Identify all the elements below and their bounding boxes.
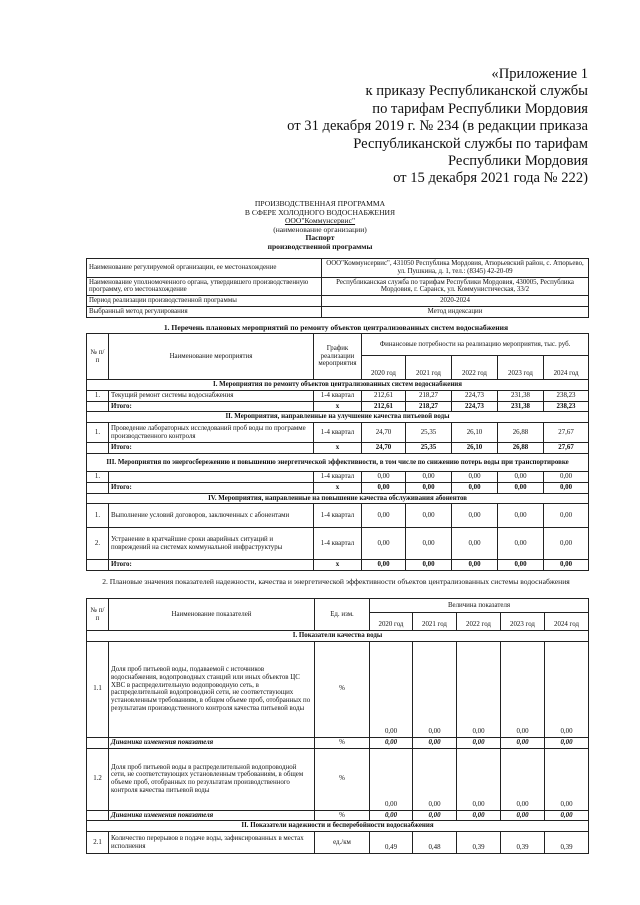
- schedule-cell: 1-4 квартал: [314, 471, 362, 482]
- value-cell: 27,67: [544, 423, 589, 443]
- header-line: Республики Мордовия: [447, 153, 588, 170]
- value-cell: 0,00: [452, 504, 498, 528]
- passport-subtitle: производственной программы: [267, 241, 373, 251]
- total-label: Итого:: [109, 482, 314, 493]
- value-cell: 0,00: [406, 504, 452, 528]
- schedule-cell: 1-4 квартал: [314, 390, 362, 401]
- group-title: I. Мероприятия по ремонту объектов централизованных систем водоснабжения: [87, 380, 589, 391]
- value-cell: 25,35: [406, 423, 452, 443]
- header-line: по тарифам Республики Мордовия: [372, 100, 588, 117]
- value-cell: 0,00: [452, 528, 498, 560]
- measure-name: Выполнение условий договоров, заключенных с абонентами: [109, 504, 314, 528]
- value-cell: 0,00: [545, 641, 589, 737]
- total-value: 0,00: [544, 560, 589, 571]
- header-line: к приказу Республиканской службы: [365, 83, 588, 100]
- value-cell: 0,00: [452, 471, 498, 482]
- row-num: 1.2: [87, 748, 109, 810]
- total-schedule: х: [314, 401, 362, 412]
- group-title: IV. Мероприятия, направленные на повышение качества обслуживания абонентов: [87, 493, 589, 504]
- dynamics-value: 0,00: [545, 810, 589, 821]
- dynamics-value: 0,00: [370, 810, 413, 821]
- row-num: 2.: [87, 528, 109, 560]
- total-value: 0,00: [498, 560, 544, 571]
- value-cell: 0,00: [406, 471, 452, 482]
- value-cell: 0,00: [498, 528, 544, 560]
- total-value: 218,27: [406, 401, 452, 412]
- indicators-table: [86, 598, 589, 854]
- col-finance-header: Финансовые потребности на реализацию мероприятия, тыс. руб.: [362, 334, 589, 356]
- value-cell: 0,00: [362, 471, 406, 482]
- dynamics-unit: %: [315, 810, 370, 821]
- header-line: от 31 декабря 2019 г. № 234 (в редакции приказа: [287, 118, 588, 135]
- col-value-header: Величина показателя: [370, 599, 589, 613]
- value-cell: 231,38: [498, 390, 544, 401]
- total-value: 231,38: [498, 401, 544, 412]
- total-label: Итого:: [109, 560, 314, 571]
- passport-value: ООО"Коммунсервис", 431050 Республика Мордовия, Атюрьевский район, с. Атюрьево, ул. Пушкина, д. 1, тел.: (8345) 42-20-09: [322, 259, 589, 278]
- dynamics-value: 0,00: [501, 737, 545, 748]
- col-name-header: Наименование показателей: [109, 599, 315, 631]
- value-cell: 238,23: [544, 390, 589, 401]
- value-cell: 0,00: [498, 504, 544, 528]
- total-value: 0,00: [406, 482, 452, 493]
- value-cell: 0,48: [413, 832, 457, 854]
- row-num: 1.1: [87, 641, 109, 737]
- row-num: 1.: [87, 423, 109, 443]
- value-cell: 212,61: [362, 390, 406, 401]
- passport-label: Наименование регулируемой организации, ее местонахождение: [87, 259, 322, 278]
- value-cell: 0,00: [545, 748, 589, 810]
- total-value: 0,00: [362, 560, 406, 571]
- passport-value: 2020-2024: [322, 296, 589, 307]
- year-header: 2021 год: [413, 613, 457, 631]
- total-label: Итого:: [109, 443, 314, 454]
- passport-value: Республиканская служба по тарифам Республики Мордовия, 430005, Республика Мордовия, г. Саранск, ул. Коммунистическая, 33/2: [322, 277, 589, 296]
- passport-table: [86, 258, 589, 318]
- measure-name: [109, 471, 314, 482]
- year-header: 2023 год: [498, 356, 544, 380]
- total-value: 0,00: [362, 482, 406, 493]
- value-cell: 0,00: [413, 641, 457, 737]
- total-value: 0,00: [498, 482, 544, 493]
- section2-title: 2. Плановые значения показателей надежности, качества и энергетической эффективности объектов централизованных системы водоснабжения: [102, 577, 570, 586]
- dynamics-value: 0,00: [413, 737, 457, 748]
- value-cell: 26,10: [452, 423, 498, 443]
- dynamics-value: 0,00: [370, 737, 413, 748]
- dynamics-label: Динамика изменения показателя: [109, 810, 315, 821]
- unit-cell: ед./км: [315, 832, 370, 854]
- value-cell: 0,00: [501, 641, 545, 737]
- measure-name: Текущий ремонт системы водоснабжения: [109, 390, 314, 401]
- title-line: В СФЕРЕ ХОЛОДНОГО ВОДОСНАБЖЕНИЯ: [244, 207, 396, 217]
- appendix-header: [258, 66, 588, 188]
- total-value: 0,00: [406, 560, 452, 571]
- year-header: 2022 год: [457, 613, 501, 631]
- value-cell: 224,73: [452, 390, 498, 401]
- total-schedule: х: [314, 443, 362, 454]
- group-title: II. Мероприятия, направленные на улучшение качества питьевой воды: [87, 412, 589, 423]
- col-num-header: № п/п: [87, 334, 109, 380]
- total-value: 224,73: [452, 401, 498, 412]
- col-name-header: Наименование мероприятия: [109, 334, 314, 380]
- year-header: 2020 год: [370, 613, 413, 631]
- row-num: 2.1: [87, 832, 109, 854]
- repair-measures-table: [86, 333, 589, 571]
- value-cell: 0,39: [501, 832, 545, 854]
- group-title: III. Мероприятия по энергосбережению и повышению энергетической эффективности, в том числе по снижению потерь воды при транспортировке: [87, 453, 589, 471]
- passport-value: Метод индексации: [322, 306, 589, 317]
- total-value: 27,67: [544, 443, 589, 454]
- passport-title: Паспорт: [305, 233, 335, 243]
- col-num-header: № п/п: [87, 599, 109, 631]
- value-cell: 0,00: [544, 504, 589, 528]
- total-value: 26,10: [452, 443, 498, 454]
- organization-caption: (наименование организации): [273, 224, 367, 234]
- row-num: 1.: [87, 390, 109, 401]
- total-schedule: х: [314, 482, 362, 493]
- dynamics-unit: %: [315, 737, 370, 748]
- value-cell: 24,70: [362, 423, 406, 443]
- indicator-name: Количество перерывов в подаче воды, зафиксированных в местах исполнения: [109, 832, 315, 854]
- year-header: 2024 год: [544, 356, 589, 380]
- schedule-cell: 1-4 квартал: [314, 528, 362, 560]
- total-value: 0,00: [452, 560, 498, 571]
- total-value: 24,70: [362, 443, 406, 454]
- value-cell: 26,88: [498, 423, 544, 443]
- year-header: 2021 год: [406, 356, 452, 380]
- total-value: 0,00: [452, 482, 498, 493]
- col-schedule-header: График реализации мероприятия: [314, 334, 362, 380]
- dynamics-value: 0,00: [501, 810, 545, 821]
- value-cell: 0,00: [457, 641, 501, 737]
- value-cell: 0,00: [457, 748, 501, 810]
- measure-name: Устранение в кратчайшие сроки аварийных ситуаций и повреждений на системах коммунальной инфраструктуры: [109, 528, 314, 560]
- value-cell: 0,00: [362, 528, 406, 560]
- row-num: 1.: [87, 471, 109, 482]
- group-title: II. Показатели надежности и бесперебойности водоснабжения: [87, 821, 589, 832]
- unit-cell: %: [315, 641, 370, 737]
- organization-name: ООО"Коммунсервис": [284, 216, 356, 226]
- dynamics-label: Динамика изменения показателя: [109, 737, 315, 748]
- value-cell: 0,00: [501, 748, 545, 810]
- section1-title: 1. Перечень плановых мероприятий по ремонту объектов централизованных систем водоснабжения: [163, 323, 509, 332]
- value-cell: 0,00: [406, 528, 452, 560]
- dynamics-value: 0,00: [457, 810, 501, 821]
- value-cell: 0,00: [370, 748, 413, 810]
- unit-cell: %: [315, 748, 370, 810]
- year-header: 2022 год: [452, 356, 498, 380]
- passport-label: Наименование уполномоченного органа, утвердившего производственную программу, его местонахождение: [87, 277, 322, 296]
- group-title: I. Показатели качества воды: [87, 631, 589, 642]
- year-header: 2023 год: [501, 613, 545, 631]
- value-cell: 0,00: [370, 641, 413, 737]
- value-cell: 0,00: [544, 471, 589, 482]
- header-line: от 15 декабря 2021 года № 222): [393, 170, 588, 187]
- value-cell: 0,00: [413, 748, 457, 810]
- total-value: 238,23: [544, 401, 589, 412]
- year-header: 2020 год: [362, 356, 406, 380]
- value-cell: 0,39: [457, 832, 501, 854]
- col-unit-header: Ед. изм.: [315, 599, 370, 631]
- total-schedule: х: [314, 560, 362, 571]
- value-cell: 0,00: [498, 471, 544, 482]
- value-cell: 0,00: [544, 528, 589, 560]
- header-line: Республиканской службы по тарифам: [353, 135, 588, 152]
- total-value: 26,88: [498, 443, 544, 454]
- measure-name: Проведение лабораторных исследований проб воды по программе производственного контроля: [109, 423, 314, 443]
- indicator-name: Доля проб питьевой воды, подаваемой с источников водоснабжения, водопроводных станций или иных объектов ЦС ХВС в распределительную водопроводную сеть, в распределительной водопроводной сети, не соответствующих установленным требованиям, в общем объеме проб, отобранных по результатам производственного контроля качества питьевой воды: [109, 641, 315, 737]
- dynamics-value: 0,00: [457, 737, 501, 748]
- schedule-cell: 1-4 квартал: [314, 423, 362, 443]
- schedule-cell: 1-4 квартал: [314, 504, 362, 528]
- passport-label: Выбранный метод регулирования: [87, 306, 322, 317]
- value-cell: 218,27: [406, 390, 452, 401]
- title-line: ПРОИЗВОДСТВЕННАЯ ПРОГРАММА: [254, 199, 386, 208]
- dynamics-value: 0,00: [413, 810, 457, 821]
- total-value: 25,35: [406, 443, 452, 454]
- year-header: 2024 год: [545, 613, 589, 631]
- value-cell: 0,00: [362, 504, 406, 528]
- header-line: «Приложение 1: [491, 66, 588, 82]
- total-label: Итого:: [109, 401, 314, 412]
- total-value: 212,61: [362, 401, 406, 412]
- dynamics-value: 0,00: [545, 737, 589, 748]
- value-cell: 0,39: [545, 832, 589, 854]
- total-value: 0,00: [544, 482, 589, 493]
- indicator-name: Доля проб питьевой воды в распределительной водопроводной сети, не соответствующих установленным требованиям, в общем объеме проб, отобранных по результатам производственного контроля качества питьевой воды: [109, 748, 315, 810]
- row-num: 1.: [87, 504, 109, 528]
- program-title: [0, 200, 640, 252]
- value-cell: 0,49: [370, 832, 413, 854]
- passport-label: Период реализации производственной программы: [87, 296, 322, 307]
